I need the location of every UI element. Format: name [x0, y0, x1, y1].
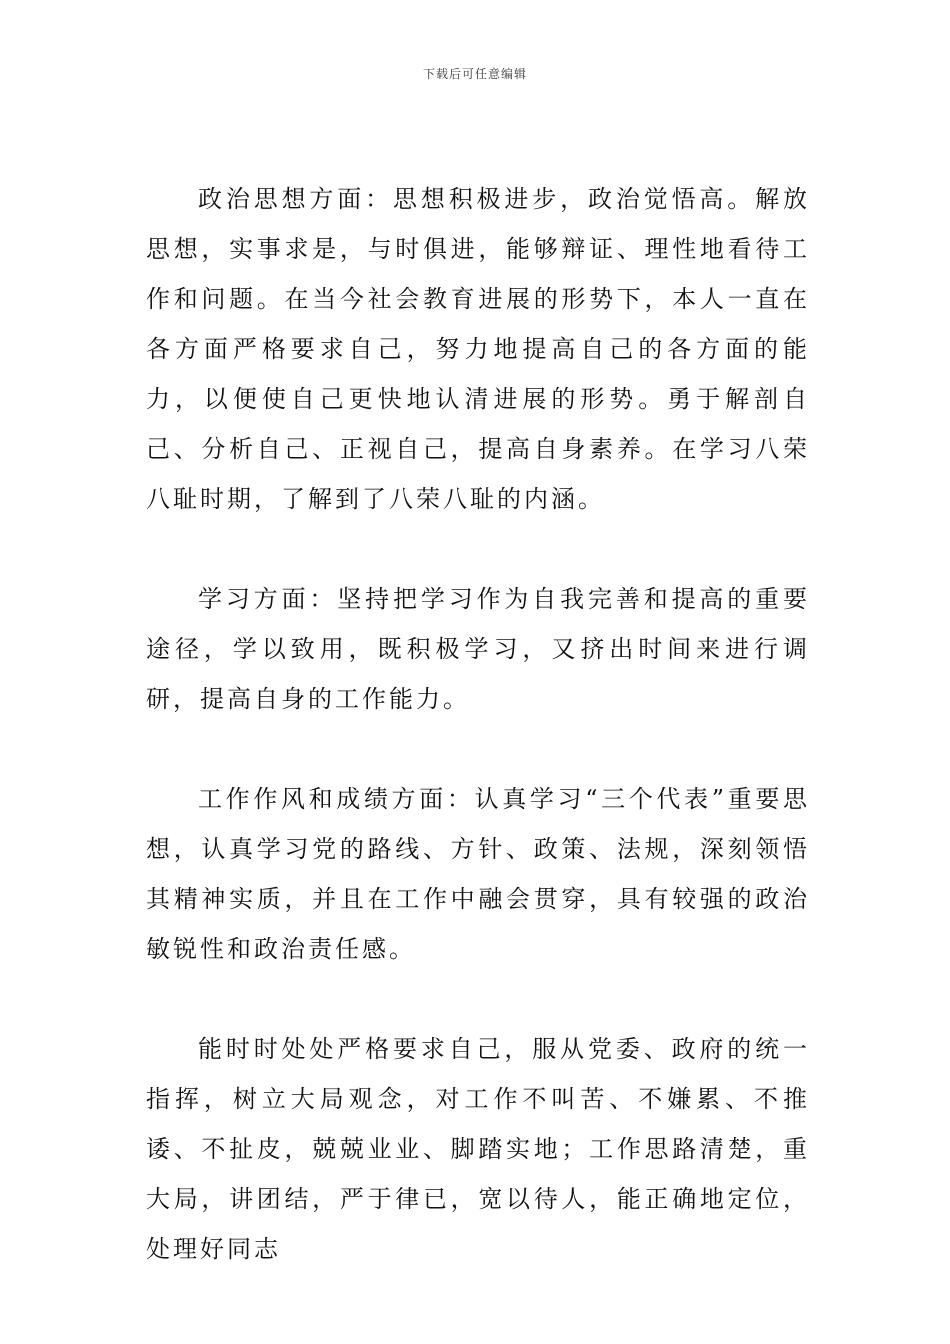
- paragraph-discipline: 能时时处处严格要求自己，服从党委、政府的统一指挥，树立大局观念，对工作不叫苦、不嫌累、不推诿、不扯皮，兢兢业业、脚踏实地；工作思路清楚，重大局，讲团结，严于律已，宽以待人，能正确地定位，处理好同志: [146, 1035, 810, 1263]
- page-header: 下载后可任意编辑: [422, 67, 527, 81]
- paragraph-study: 学习方面：坚持把学习作为自我完善和提高的重要途径，学以致用，既积极学习，又挤出时间来进行调研，提高自身的工作能力。: [146, 585, 810, 713]
- paragraph-work-style: 工作作风和成绩方面：认真学习“三个代表”重要思想，认真学习党的路线、方针、政策、法规，深刻领悟其精神实质，并且在工作中融会贯穿，具有较强的政治敏锐性和政治责任感。: [146, 785, 810, 963]
- document-body: [146, 174, 810, 1274]
- paragraph-political-thought: 政治思想方面：思想积极进步，政治觉悟高。解放思想，实事求是，与时俱进，能够辩证、理性地看待工作和问题。在当今社会教育进展的形势下，本人一直在各方面严格要求自己，努力地提高自己的各方面的能力，以便使自己更快地认清进展的形势。勇于解剖自己、分析自己、正视自己，提高自身素养。在学习八荣八耻时期，了解到了八荣八耻的内涵。: [146, 185, 810, 513]
